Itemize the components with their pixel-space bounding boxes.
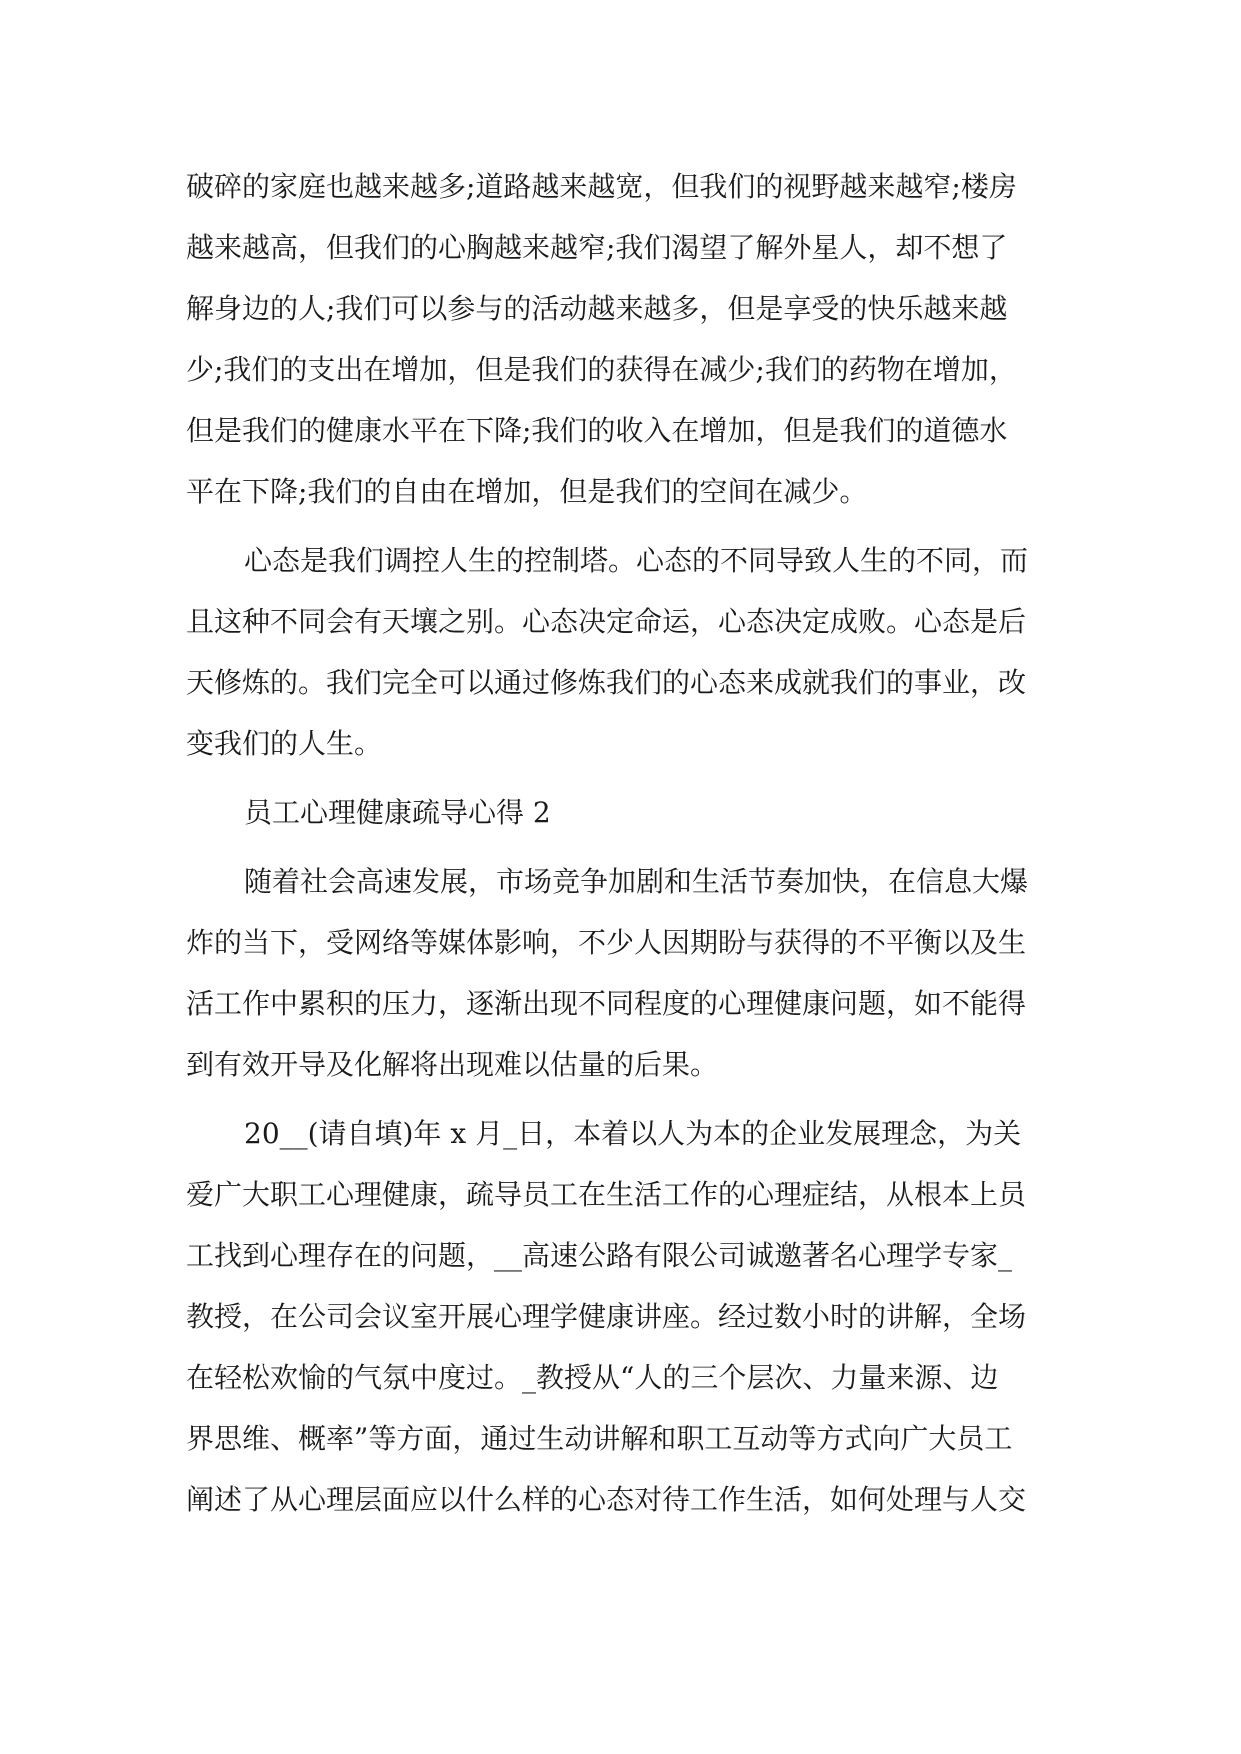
text-line: 工找到心理存在的问题，__高速公路有限公司诚邀著名心理学专家_ [186,1239,1013,1272]
text-line: 变我们的人生。 [186,727,383,760]
document-body [186,156,1068,1538]
text-line: 活工作中累积的压力，逐渐出现不同程度的心理健康问题，如不能得 [186,987,1027,1020]
text-line: 界思维、概率”等方面，通过生动讲解和职工互动等方式向广大员工 [186,1422,1013,1455]
text-line: 到有效开导及化解将出现难以估量的后果。 [186,1048,719,1081]
text-line: 但是我们的健康水平在下降;我们的收入在增加，但是我们的道德水 [186,414,1008,447]
text-line: 解身边的人;我们可以参与的活动越来越多，但是享受的快乐越来越 [186,292,1008,325]
text-line: 心态是我们调控人生的控制塔。心态的不同导致人生的不同，而 [244,544,1029,577]
section-heading [186,782,1068,843]
text-line: 在轻松欢愉的气氛中度过。_教授从“人的三个层次、力量来源、边 [186,1361,999,1394]
text-line: 炸的当下，受网络等媒体影响，不少人因期盼与获得的不平衡以及生 [186,926,1027,959]
text-line: 教授，在公司会议室开展心理学健康讲座。经过数小时的讲解，全场 [186,1300,1027,1333]
text-line: 平在下降;我们的自由在增加，但是我们的空间在减少。 [186,475,868,508]
paragraph-2 [186,530,1068,774]
text-line: 天修炼的。我们完全可以通过修炼我们的心态来成就我们的事业，改 [186,666,1027,699]
text-line: 20__(请自填)年 x 月_日，本着以人为本的企业发展理念，为关 [244,1117,1022,1150]
text-line: 且这种不同会有天壤之别。心态决定命运，心态决定成败。心态是后 [186,605,1027,638]
section-title: 员工心理健康疏导心得 2 [244,796,551,829]
paragraph-1 [186,156,1068,522]
text-line: 越来越高，但我们的心胸越来越窄;我们渴望了解外星人，却不想了 [186,231,1008,264]
text-line: 爱广大职工心理健康，疏导员工在生活工作的心理症结，从根本上员 [186,1178,1027,1211]
text-line: 阐述了从心理层面应以什么样的心态对待工作生活，如何处理与人交 [186,1483,1027,1516]
text-line: 少;我们的支出在增加，但是我们的获得在减少;我们的药物在增加， [186,353,1017,386]
text-line: 破碎的家庭也越来越多;道路越来越宽，但我们的视野越来越窄;楼房 [186,170,1017,203]
text-line: 随着社会高速发展，市场竞争加剧和生活节奏加快，在信息大爆 [244,865,1029,898]
paragraph-4 [186,1103,1068,1530]
paragraph-3 [186,851,1068,1095]
